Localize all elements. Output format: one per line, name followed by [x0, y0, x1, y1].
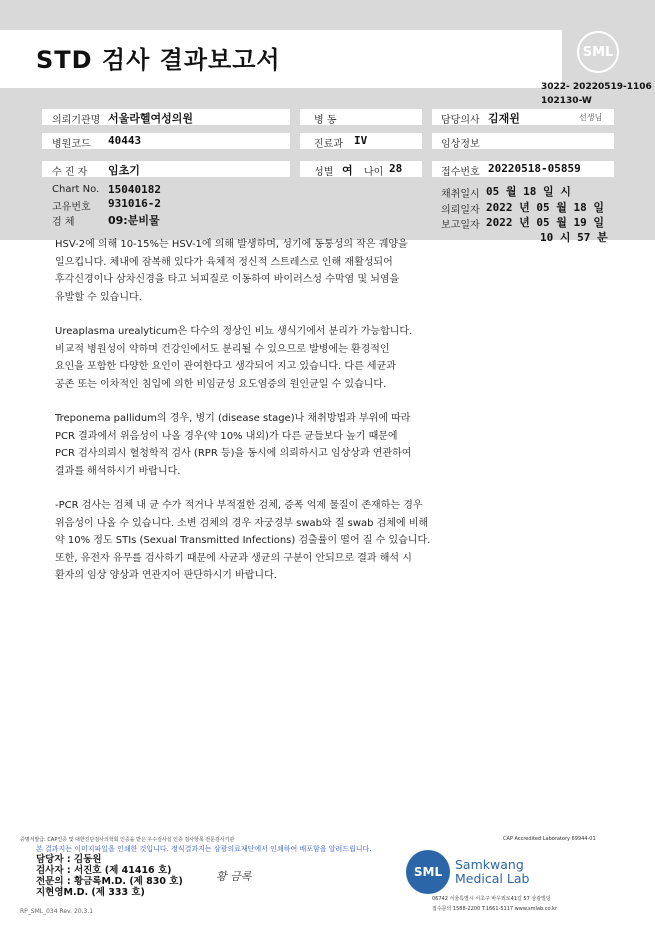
patient-value: 임초기: [108, 164, 140, 177]
report-title: STD 검사 결과보고서: [36, 46, 281, 74]
lab-name-line1: Samkwang: [455, 857, 524, 872]
hospital-code-value: 40443: [108, 134, 142, 147]
request-value: 2022 년 05 월 18 일: [486, 201, 604, 214]
paragraph-pcr-note: -PCR 검사는 검체 내 균 수가 적거나 부적절한 검체, 증폭 억제 물질이 존재하는 경우 위음성이 나올 수 있습니다. 소변 검체의 경우 자궁경부 swab와 질 swab 검체에 비해 약 10% 정도 STIs (Sexual Transmitted Infections) 검출률이 떨어 질 수 있습니다. 또한, 유전자 유무를 검사하기 때문에 사균과 생균의 구분이 안되므로 결과 해석 시 환자의 임상 양상과 연관지어 판단하시기 바랍니다.: [55, 500, 431, 581]
receipt-label: 접수번호: [441, 167, 480, 178]
footer-cap-accreditation: CAP Accredited Laboratory 69944-01: [503, 836, 596, 842]
age-label: 나이: [364, 167, 384, 178]
clinical-info-label: 임상정보: [441, 139, 480, 150]
footer-certification: 증명서발급: CAP인증 및 대한진단검사의학회 인증을 받은 우수검사실 인증 검사항목 전문검사기관: [20, 837, 235, 843]
document-number: 3022- 20220519-1106: [541, 82, 652, 92]
report-time: 10 시 57 분: [540, 231, 608, 244]
staff-tester: 검사자 : 서진호 (제 41416 호): [36, 865, 172, 876]
footer-notice: 본 결과지는 이미지파일을 인쇄한 것입니다. 정식결과지는 삼광의료재단에서 인쇄하여 배포함을 알려드립니다.: [36, 845, 372, 853]
specimen-value: 09:분비물: [108, 214, 160, 227]
lab-name: [455, 858, 529, 886]
lab-contact: 접수문의 1588-2200 T.1661-5117 www.smlab.co.kr: [432, 906, 557, 912]
dept-label: 진료과: [314, 139, 343, 150]
report-body: [55, 236, 525, 602]
collect-value: 05 월 18 일 시: [486, 185, 571, 198]
paragraph-treponema: Treponema pallidum의 경우, 병기 (disease stage)나 채취방법과 부위에 따라 PCR 결과에서 위음성이 나올 경우(약 10% 내외)가 다른 균들보다 높기 때문에 PCR 검사의뢰시 혈청학적 검사 (RPR 등)을 동시에 의뢰하시고 임상상과 연관하여 결과를 해석하시기 바랍니다.: [55, 413, 412, 477]
report-label: 보고일자: [441, 220, 480, 231]
specimen-label: 검 체: [52, 217, 75, 228]
sex-label: 성별: [314, 167, 334, 178]
unique-id-label: 고유번호: [52, 202, 91, 213]
hospital-code-label: 병원코드: [52, 139, 91, 150]
doctor-value: 김재윈: [488, 112, 520, 125]
institution-label: 의뢰기관명: [52, 115, 101, 126]
request-label: 의뢰일자: [441, 205, 480, 216]
patient-label: 수 진 자: [52, 167, 88, 178]
collect-label: 채취일시: [441, 189, 480, 200]
doctor-suffix: 선생님: [579, 113, 603, 122]
form-code: RP_SML_034 Rev. 20.3.1: [20, 908, 94, 915]
signature: 황 금록: [216, 870, 252, 883]
samkwang-logo: SML: [406, 850, 450, 894]
doctor-label: 담당의사: [441, 115, 480, 126]
dept-value: IV: [354, 134, 368, 147]
lab-name-line2: Medical Lab: [455, 871, 530, 886]
staff-manager: 담당자 : 김동원: [36, 854, 102, 865]
sml-logo: SML: [577, 31, 619, 73]
report-value: 2022 년 05 월 19 일: [486, 216, 604, 229]
chart-label: Chart No.: [52, 184, 100, 195]
receipt-value: 20220518-05859: [488, 162, 581, 175]
age-value: 28: [389, 162, 403, 175]
document-number-suffix: 102130-W: [541, 96, 592, 106]
unique-id-value: 931016-2: [108, 197, 161, 210]
paragraph-ureaplasma: Ureaplasma urealyticum은 다수의 정상인 비뇨 생식기에서 분리가 가능합니다. 비교적 병원성이 약하며 건강인에서도 분리될 수 있으므로 발병에는 환경적인 요인을 포함한 다양한 요인이 관여한다고 생각되어 지고 있습니다. 다른 세균과 공존 또는 이차적인 침입에 의한 비임균성 요도염증의 원인균일 수 있습니다.: [55, 326, 413, 390]
staff-specialist-2: 지현영M.D. (제 333 호): [36, 887, 145, 898]
institution-value: 서울라헬여성의원: [108, 112, 194, 125]
staff-specialist-1: 전문의 : 황금록M.D. (제 830 호): [36, 876, 183, 887]
sex-value: 여: [342, 164, 353, 177]
lab-address: 06742 서울특별시 서초구 바우뫼로41길 57 삼광빌딩: [432, 896, 551, 902]
chart-value: 15040182: [108, 183, 161, 196]
paragraph-hsv: HSV-2에 의해 10-15%는 HSV-1에 의해 발생하며, 성기에 동통성의 작은 궤양을 일으킵니다. 체내에 잠복해 있다가 육체적 정신적 스트레스로 인해 재활성되어 후각신경이나 삼차신경을 타고 뇌피질로 이동하여 바이러스성 수막염 및 뇌염을 유발할 수 있습니다.: [55, 239, 408, 303]
ward-label: 병 동: [314, 115, 337, 126]
